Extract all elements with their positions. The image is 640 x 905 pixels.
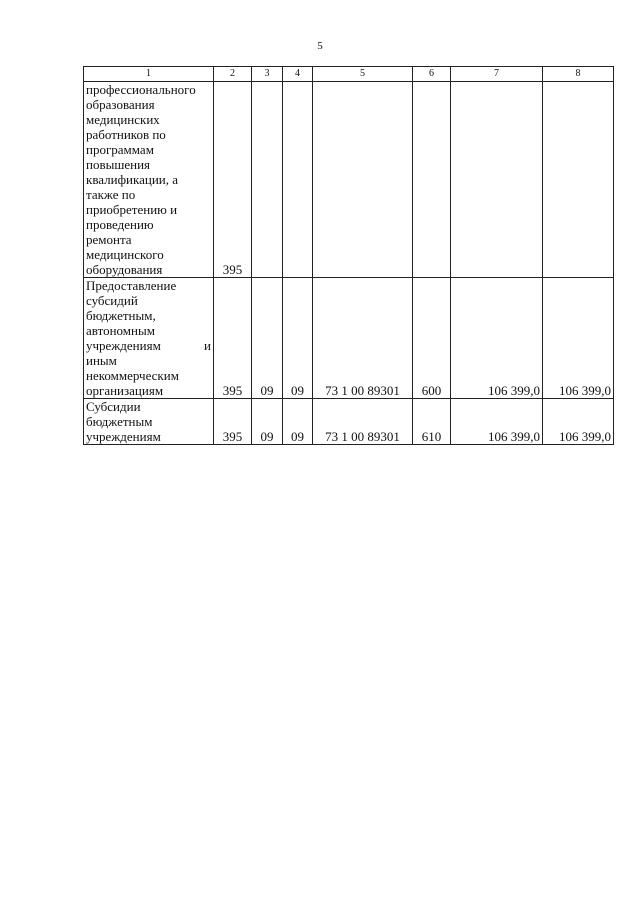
name-line: бюджетным,	[86, 308, 156, 323]
column-header: 8	[543, 67, 614, 82]
name-line: квалификации, а	[86, 172, 179, 187]
column-header: 7	[451, 67, 543, 82]
amount-cell: 106 399,0	[543, 399, 614, 445]
section-cell: 09	[252, 399, 283, 445]
table-row	[84, 399, 614, 445]
expense-type-cell: 610	[413, 399, 451, 445]
subsection-cell	[283, 82, 313, 278]
name-line: программам	[86, 142, 154, 157]
name-line: медицинского	[86, 247, 164, 262]
amount-cell	[543, 82, 614, 278]
name-line: оборудования	[86, 262, 163, 277]
column-header: 1	[84, 67, 214, 82]
column-header: 6	[413, 67, 451, 82]
table-row	[84, 278, 614, 399]
admin-code-cell: 395	[214, 399, 252, 445]
name-line: проведению	[86, 217, 154, 232]
page-number: 5	[317, 40, 323, 52]
name-line: приобретению и	[86, 202, 178, 217]
name-line: работников по	[86, 127, 166, 142]
name-line: автономным	[86, 323, 155, 338]
section-cell	[252, 82, 283, 278]
column-header: 4	[283, 67, 313, 82]
name-line: некоммерческим	[86, 368, 179, 383]
amount-cell: 106 399,0	[451, 399, 543, 445]
target-article-cell: 73 1 00 89301	[313, 399, 413, 445]
target-article-cell	[313, 82, 413, 278]
expense-type-cell: 600	[413, 278, 451, 399]
name-line: организациям	[86, 383, 164, 398]
section-cell: 09	[252, 278, 283, 399]
name-line: образования	[86, 97, 155, 112]
expense-type-cell	[413, 82, 451, 278]
name-line: повышения	[86, 157, 151, 172]
name-line: ремонта	[86, 232, 132, 247]
admin-code-cell: 395	[214, 278, 252, 399]
amount-cell	[451, 82, 543, 278]
row-name-cell	[84, 278, 214, 399]
column-header: 5	[313, 67, 413, 82]
name-line: профессионального	[86, 82, 196, 97]
name-line: учреждениям	[86, 429, 161, 444]
amount-cell: 106 399,0	[543, 278, 614, 399]
admin-code-cell: 395	[214, 82, 252, 278]
name-word: учреждениям	[86, 338, 161, 353]
budget-table	[83, 66, 614, 445]
name-line: иным	[86, 353, 117, 368]
name-line: субсидий	[86, 293, 138, 308]
row-name-cell	[84, 82, 214, 278]
subsection-cell: 09	[283, 278, 313, 399]
target-article-cell: 73 1 00 89301	[313, 278, 413, 399]
column-header: 3	[252, 67, 283, 82]
table-row	[84, 82, 614, 278]
name-line: медицинских	[86, 112, 160, 127]
name-line	[86, 338, 211, 353]
header-row	[84, 67, 614, 82]
amount-cell: 106 399,0	[451, 278, 543, 399]
column-header: 2	[214, 67, 252, 82]
name-line: Субсидии	[86, 399, 141, 414]
name-line: бюджетным	[86, 414, 153, 429]
row-name-cell	[84, 399, 214, 445]
subsection-cell: 09	[283, 399, 313, 445]
name-line: Предоставление	[86, 278, 177, 293]
name-word: и	[204, 338, 211, 353]
name-line: также по	[86, 187, 136, 202]
